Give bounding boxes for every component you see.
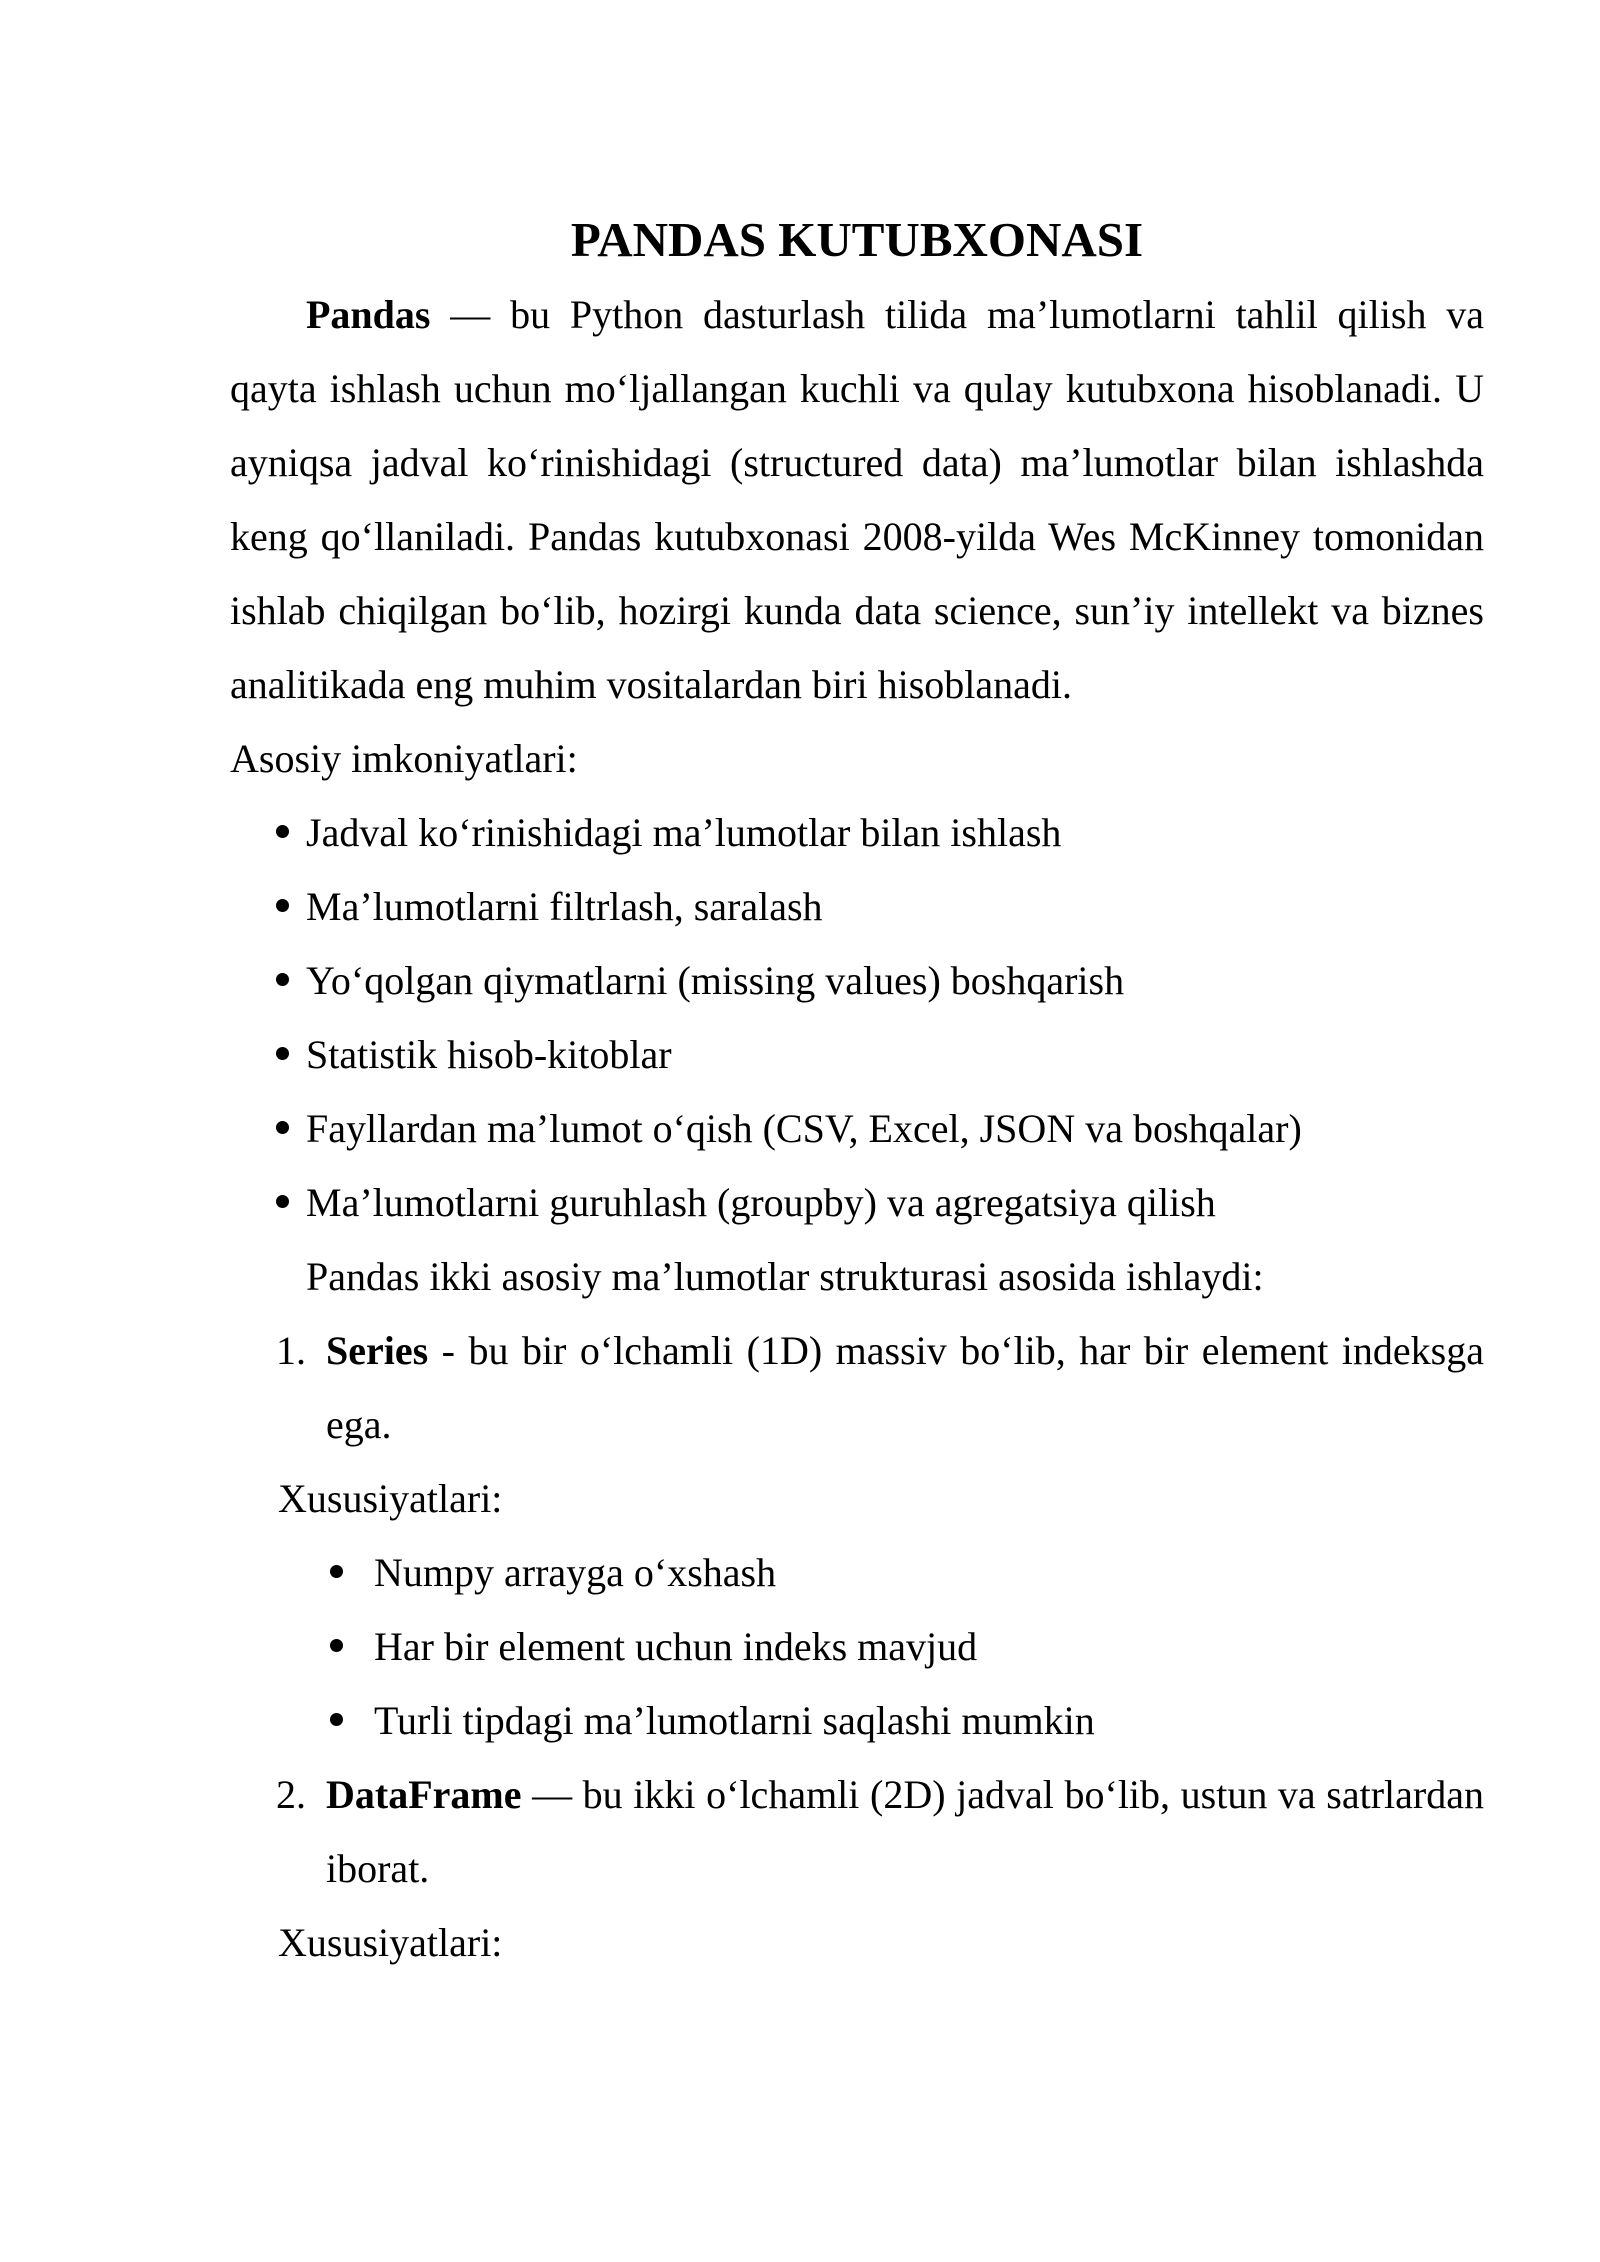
structure-text: — bu ikki o‘lchamli (2D) jadval bo‘lib, ustun va satrlardan iborat.	[326, 1772, 1484, 1891]
bullet-icon	[330, 1565, 343, 1578]
intro-paragraph	[230, 278, 1484, 722]
bullet-icon	[330, 1713, 343, 1726]
bullet-icon	[276, 1195, 289, 1208]
structure-item-dataframe	[230, 1758, 1484, 1906]
structures-intro: Pandas ikki asosiy ma’lumotlar strukturasi asosida ishlaydi:	[306, 1254, 1264, 1299]
document-page	[230, 210, 1484, 1980]
list-item: Fayllardan ma’lumot o‘qish (CSV, Excel, JSON va boshqalar)	[274, 1092, 1484, 1166]
dataframe-props-heading: Xususiyatlari:	[278, 1920, 503, 1965]
list-item: Har bir element uchun indeks mavjud	[330, 1610, 1484, 1684]
list-item: Jadval ko‘rinishidagi ma’lumotlar bilan ishlash	[274, 796, 1484, 870]
structure-term: DataFrame	[326, 1772, 522, 1817]
features-heading: Asosiy imkoniyatlari:	[230, 736, 578, 781]
document-title: PANDAS KUTUBXONASI	[570, 212, 1144, 267]
intro-text: — bu Python dasturlash tilida ma’lumotlarni tahlil qilish va qayta ishlash uchun mo‘ljallangan kuchli va qulay kutubxona hisoblanadi. U ayniqsa jadval ko‘rinishidagi (structured data) ma’lumotlar bilan ishlashda keng qo‘llaniladi. Pandas kutubxonasi 2008-yilda Wes McKinney tomonidan ishlab chiqilgan bo‘lib, hozirgi kunda data science, sun’iy intellekt va biznes analitikada eng muhim vositalardan biri hisoblanadi.	[230, 292, 1484, 707]
list-item: Statistik hisob-kitoblar	[274, 1018, 1484, 1092]
list-item: Ma’lumotlarni guruhlash (groupby) va agregatsiya qilish	[274, 1166, 1484, 1240]
list-item: Yo‘qolgan qiymatlarni (missing values) boshqarish	[274, 944, 1484, 1018]
item-number: 1.	[276, 1328, 306, 1373]
structure-item-series	[230, 1314, 1484, 1462]
bullet-icon	[276, 899, 289, 912]
structure-text: - bu bir o‘lchamli (1D) massiv bo‘lib, har bir element indeksga ega.	[326, 1328, 1484, 1447]
list-item: Numpy arrayga o‘xshash	[330, 1536, 1484, 1610]
list-item: Turli tipdagi ma’lumotlarni saqlashi mumkin	[330, 1684, 1484, 1758]
bullet-icon	[330, 1639, 343, 1652]
list-item: Ma’lumotlarni filtrlash, saralash	[274, 870, 1484, 944]
bullet-icon	[276, 1047, 289, 1060]
bullet-icon	[276, 973, 289, 986]
bullet-icon	[276, 825, 289, 838]
series-props-heading: Xususiyatlari:	[278, 1476, 503, 1521]
intro-term: Pandas	[306, 292, 431, 337]
series-props-list	[230, 1536, 1484, 1758]
structure-term: Series	[326, 1328, 429, 1373]
item-number: 2.	[276, 1772, 306, 1817]
features-list	[230, 796, 1484, 1240]
bullet-icon	[276, 1121, 289, 1134]
